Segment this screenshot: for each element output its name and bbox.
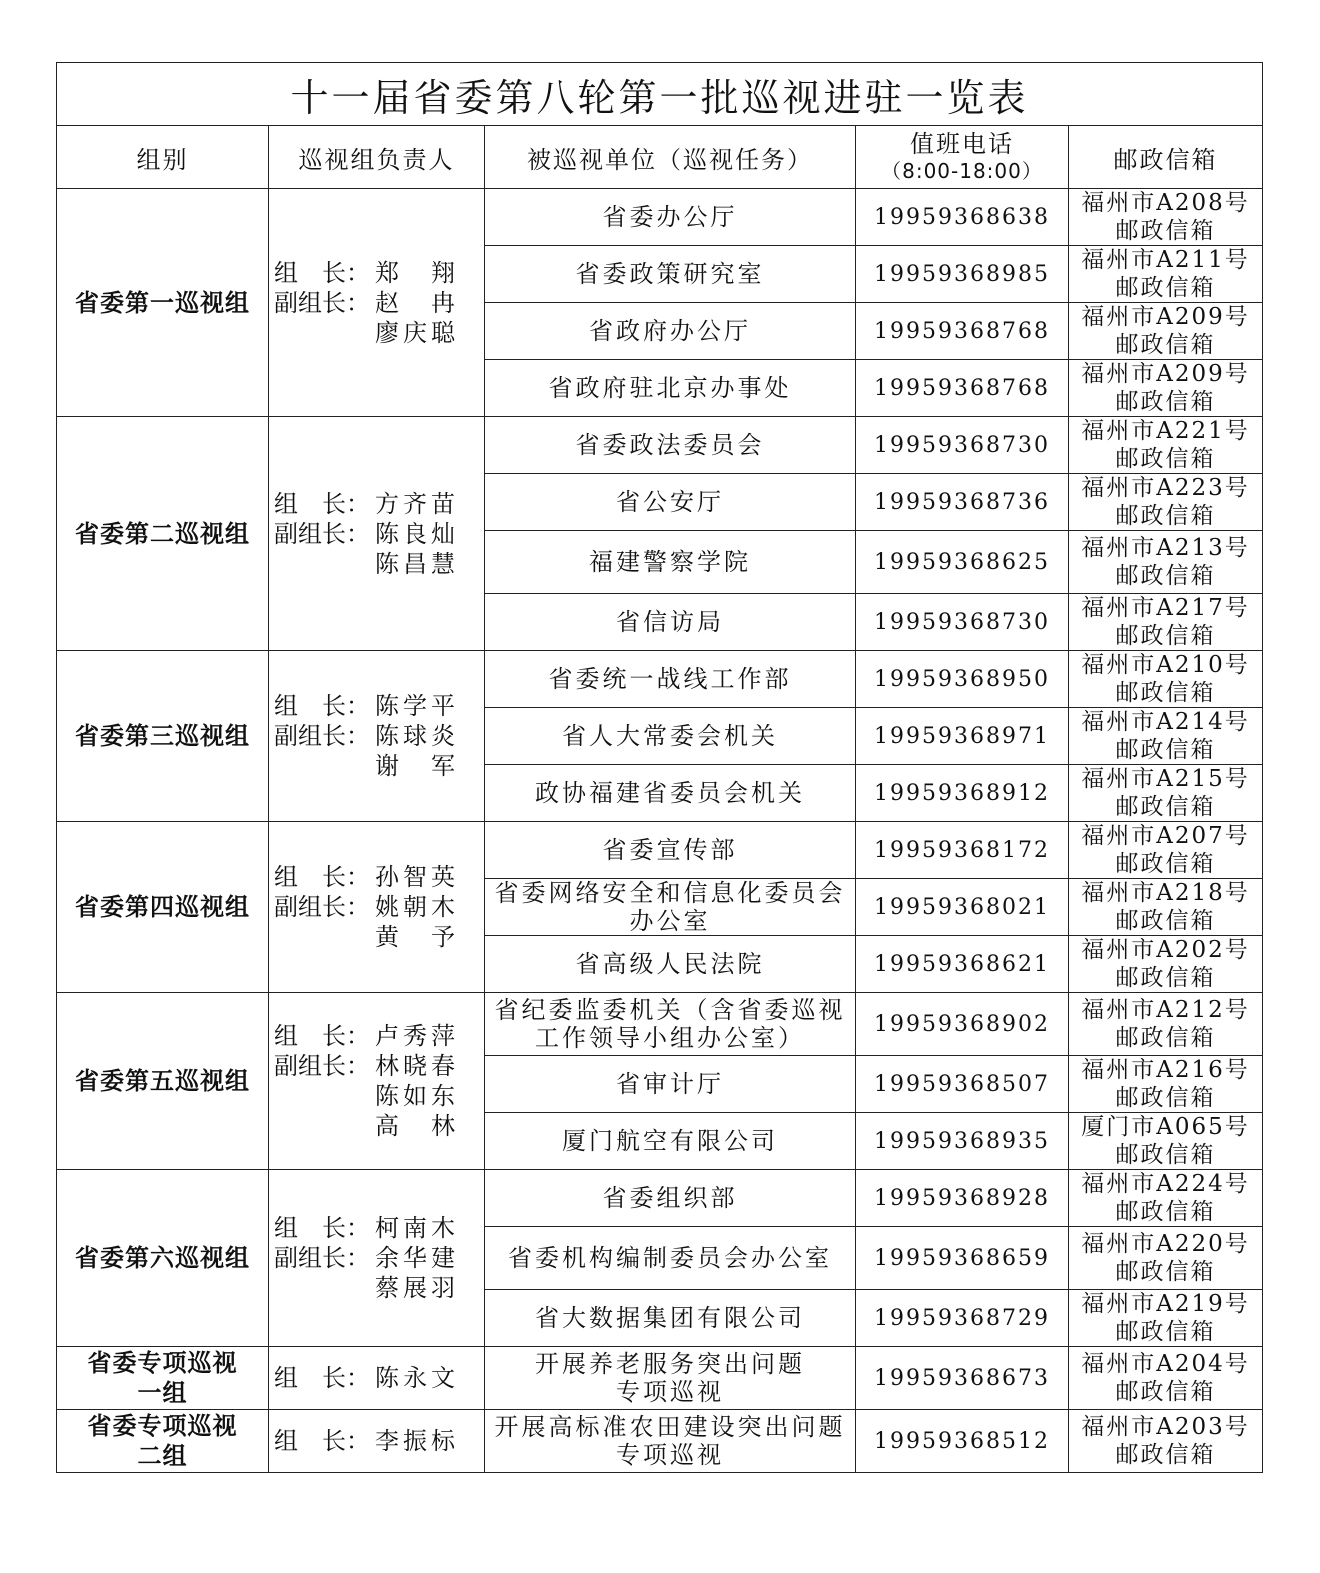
duty-phone: 19959368621 xyxy=(856,936,1069,993)
leader-name: 陈球炎 xyxy=(375,722,455,750)
group-name: 省委第一巡视组 xyxy=(57,189,269,417)
mailbox xyxy=(1069,1290,1263,1347)
leader-role: 副组长： xyxy=(274,1052,370,1080)
mailbox xyxy=(1069,1227,1263,1290)
leader-name: 方齐苗 xyxy=(375,489,455,518)
mailbox-line2: 邮政信箱 xyxy=(1115,1259,1216,1285)
duty-phone: 19959368971 xyxy=(856,708,1069,765)
leader-name: 李振标 xyxy=(375,1427,455,1455)
mailbox-line1: 福州市A220号 xyxy=(1081,1231,1250,1257)
leader-row xyxy=(269,721,484,751)
mailbox-line1: 福州市A216号 xyxy=(1081,1057,1250,1083)
duty-phone: 19959368507 xyxy=(856,1056,1069,1113)
duty-phone: 19959368985 xyxy=(856,246,1069,303)
inspected-unit: 福建警察学院 xyxy=(485,531,856,594)
inspected-unit: 省委政策研究室 xyxy=(485,246,856,303)
leader-name: 陈永文 xyxy=(375,1364,455,1392)
header-mailbox: 邮政信箱 xyxy=(1069,126,1263,189)
mailbox-line2: 邮政信箱 xyxy=(1115,794,1216,820)
group-leaders xyxy=(269,417,485,651)
mailbox-line1: 福州市A219号 xyxy=(1081,1291,1250,1317)
mailbox-line2: 邮政信箱 xyxy=(1115,1199,1216,1225)
header-group: 组别 xyxy=(57,126,269,189)
group-leaders xyxy=(269,1347,485,1410)
duty-phone: 19959368730 xyxy=(856,417,1069,474)
inspected-unit: 省政府驻北京办事处 xyxy=(485,360,856,417)
table-body xyxy=(57,189,1263,1473)
table-row xyxy=(57,189,1263,246)
group-leaders xyxy=(269,651,485,822)
duty-phone: 19959368912 xyxy=(856,765,1069,822)
mailbox-line2: 邮政信箱 xyxy=(1115,851,1216,877)
leader-row xyxy=(269,862,484,892)
leader-role xyxy=(269,318,375,348)
mailbox-line1: 福州市A203号 xyxy=(1081,1414,1250,1440)
mailbox xyxy=(1069,708,1263,765)
mailbox-line1: 厦门市A065号 xyxy=(1081,1114,1250,1140)
group-leaders xyxy=(269,189,485,417)
leader-row xyxy=(269,892,484,922)
leader-row xyxy=(269,549,484,579)
mailbox-line2: 邮政信箱 xyxy=(1115,1319,1216,1345)
inspected-unit: 省审计厅 xyxy=(485,1056,856,1113)
duty-phone: 19959368638 xyxy=(856,189,1069,246)
patrol-table xyxy=(56,62,1263,1473)
mailbox-line2: 邮政信箱 xyxy=(1115,623,1216,649)
table-row xyxy=(57,1410,1263,1473)
duty-phone: 19959368902 xyxy=(856,993,1069,1056)
mailbox xyxy=(1069,822,1263,879)
inspected-unit: 省委机构编制委员会办公室 xyxy=(485,1227,856,1290)
mailbox xyxy=(1069,879,1263,936)
duty-phone: 19959368950 xyxy=(856,651,1069,708)
mailbox xyxy=(1069,474,1263,531)
leader-row xyxy=(269,751,484,781)
mailbox-line2: 邮政信箱 xyxy=(1115,908,1216,934)
leader-row xyxy=(269,1243,484,1273)
group-name xyxy=(57,1347,269,1410)
mailbox-line2: 邮政信箱 xyxy=(1115,1379,1216,1405)
mailbox-line1: 福州市A211号 xyxy=(1081,247,1250,273)
header-phone xyxy=(856,126,1069,189)
leader-role: 组 长： xyxy=(274,258,370,287)
table-row xyxy=(57,822,1263,879)
leader-name: 柯南木 xyxy=(375,1214,455,1242)
inspected-unit: 政协福建省委员会机关 xyxy=(485,765,856,822)
leader-name: 高 林 xyxy=(375,1112,455,1140)
header-row xyxy=(57,126,1263,189)
group-name-line: 一组 xyxy=(137,1379,188,1407)
leader-name: 陈昌慧 xyxy=(375,549,455,578)
leader-name: 陈学平 xyxy=(375,692,455,720)
inspected-unit: 省委政法委员会 xyxy=(485,417,856,474)
mailbox xyxy=(1069,246,1263,303)
leader-row xyxy=(269,258,484,288)
inspected-unit: 厦门航空有限公司 xyxy=(485,1113,856,1170)
leader-name: 余华建 xyxy=(375,1244,455,1272)
leader-name: 姚朝木 xyxy=(375,893,455,921)
inspected-unit: 省大数据集团有限公司 xyxy=(485,1290,856,1347)
leader-role xyxy=(269,1273,375,1303)
mailbox-line2: 邮政信箱 xyxy=(1115,275,1216,301)
group-name-line: 省委专项巡视 xyxy=(87,1349,238,1377)
mailbox-line2: 邮政信箱 xyxy=(1115,563,1216,589)
inspected-unit: 省政府办公厅 xyxy=(485,303,856,360)
leader-name: 赵 冉 xyxy=(375,288,455,317)
duty-phone: 19959368935 xyxy=(856,1113,1069,1170)
inspected-unit: 省委网络安全和信息化委员会办公室 xyxy=(485,879,856,936)
leader-name: 谢 军 xyxy=(375,752,455,780)
duty-phone: 19959368625 xyxy=(856,531,1069,594)
leader-role: 副组长： xyxy=(274,519,370,548)
mailbox-line1: 福州市A210号 xyxy=(1081,652,1250,678)
inspected-unit: 省信访局 xyxy=(485,594,856,651)
mailbox xyxy=(1069,303,1263,360)
leader-role: 组 长： xyxy=(274,863,370,891)
leader-row xyxy=(269,1363,484,1393)
group-name: 省委第六巡视组 xyxy=(57,1170,269,1347)
leader-role xyxy=(269,549,375,579)
mailbox-line2: 邮政信箱 xyxy=(1115,1142,1216,1168)
table-row xyxy=(57,1170,1263,1227)
leader-name: 廖庆聪 xyxy=(375,318,455,347)
mailbox-line2: 邮政信箱 xyxy=(1115,1442,1216,1468)
leader-role: 组 长： xyxy=(274,489,370,518)
leader-row xyxy=(269,1426,484,1456)
mailbox-line2: 邮政信箱 xyxy=(1115,737,1216,763)
duty-phone: 19959368172 xyxy=(856,822,1069,879)
leader-name: 黄 予 xyxy=(375,923,455,951)
mailbox-line1: 福州市A212号 xyxy=(1081,997,1250,1023)
header-leaders: 巡视组负责人 xyxy=(269,126,485,189)
inspected-unit xyxy=(485,993,856,1056)
leader-row xyxy=(269,1213,484,1243)
inspected-unit: 省委统一战线工作部 xyxy=(485,651,856,708)
duty-phone: 19959368730 xyxy=(856,594,1069,651)
leader-row xyxy=(269,691,484,721)
leader-role xyxy=(269,1081,375,1111)
leader-role: 副组长： xyxy=(274,288,370,317)
inspected-unit xyxy=(485,1347,856,1410)
mailbox xyxy=(1069,594,1263,651)
mailbox xyxy=(1069,765,1263,822)
leader-role: 组 长： xyxy=(274,1214,370,1242)
mailbox xyxy=(1069,1056,1263,1113)
group-name-line: 省委专项巡视 xyxy=(87,1412,238,1440)
mailbox xyxy=(1069,1347,1263,1410)
duty-phone: 19959368928 xyxy=(856,1170,1069,1227)
leader-role xyxy=(269,922,375,952)
table-title: 十一届省委第八轮第一批巡视进驻一览表 xyxy=(57,63,1263,126)
header-phone-title: 值班电话 xyxy=(910,130,1014,158)
mailbox-line2: 邮政信箱 xyxy=(1115,680,1216,706)
table-row xyxy=(57,1347,1263,1410)
mailbox xyxy=(1069,936,1263,993)
leader-name: 蔡展羽 xyxy=(375,1274,455,1302)
leader-row xyxy=(269,1081,484,1111)
leader-name: 陈如东 xyxy=(375,1082,455,1110)
leader-row xyxy=(269,318,484,348)
mailbox xyxy=(1069,651,1263,708)
mailbox-line2: 邮政信箱 xyxy=(1115,1085,1216,1111)
inspected-unit: 省公安厅 xyxy=(485,474,856,531)
mailbox-line1: 福州市A223号 xyxy=(1081,475,1250,501)
mailbox-line2: 邮政信箱 xyxy=(1115,389,1216,415)
mailbox-line1: 福州市A204号 xyxy=(1081,1351,1250,1377)
group-leaders xyxy=(269,822,485,993)
mailbox xyxy=(1069,1113,1263,1170)
duty-phone: 19959368512 xyxy=(856,1410,1069,1473)
leader-role: 组 长： xyxy=(274,1022,370,1050)
leader-name: 林晓春 xyxy=(375,1052,455,1080)
leader-row xyxy=(269,1021,484,1051)
mailbox-line2: 邮政信箱 xyxy=(1115,446,1216,472)
duty-phone: 19959368673 xyxy=(856,1347,1069,1410)
leader-role xyxy=(269,1111,375,1141)
leader-role: 组 长： xyxy=(274,1427,370,1455)
mailbox-line1: 福州市A224号 xyxy=(1081,1171,1250,1197)
group-leaders xyxy=(269,1410,485,1473)
leader-row xyxy=(269,1273,484,1303)
leader-row xyxy=(269,1051,484,1081)
duty-phone: 19959368768 xyxy=(856,303,1069,360)
group-leaders xyxy=(269,1170,485,1347)
duty-phone: 19959368736 xyxy=(856,474,1069,531)
leader-name: 孙智英 xyxy=(375,863,455,891)
unit-line: 工作领导小组办公室） xyxy=(535,1024,805,1052)
leader-role: 组 长： xyxy=(274,1364,370,1392)
inspected-unit: 省委组织部 xyxy=(485,1170,856,1227)
inspected-unit xyxy=(485,1410,856,1473)
mailbox-line2: 邮政信箱 xyxy=(1115,332,1216,358)
duty-phone: 19959368021 xyxy=(856,879,1069,936)
mailbox-line1: 福州市A218号 xyxy=(1081,880,1250,906)
mailbox-line1: 福州市A217号 xyxy=(1081,595,1250,621)
leader-row xyxy=(269,1111,484,1141)
mailbox-line1: 福州市A215号 xyxy=(1081,766,1250,792)
duty-phone: 19959368768 xyxy=(856,360,1069,417)
leader-name: 郑 翔 xyxy=(375,258,455,287)
leader-name: 陈良灿 xyxy=(375,519,455,548)
leader-role: 副组长： xyxy=(274,1244,370,1272)
leader-role: 副组长： xyxy=(274,722,370,750)
mailbox-line2: 邮政信箱 xyxy=(1115,503,1216,529)
mailbox xyxy=(1069,1170,1263,1227)
leader-role: 组 长： xyxy=(274,692,370,720)
mailbox xyxy=(1069,531,1263,594)
mailbox xyxy=(1069,360,1263,417)
leader-row xyxy=(269,489,484,519)
mailbox-line1: 福州市A209号 xyxy=(1081,361,1250,387)
inspected-unit: 省委办公厅 xyxy=(485,189,856,246)
duty-phone: 19959368659 xyxy=(856,1227,1069,1290)
mailbox xyxy=(1069,1410,1263,1473)
unit-line: 省纪委监委机关（含省委巡视 xyxy=(494,996,846,1024)
mailbox-line1: 福州市A214号 xyxy=(1081,709,1250,735)
group-leaders xyxy=(269,993,485,1170)
table-row xyxy=(57,417,1263,474)
mailbox-line1: 福州市A208号 xyxy=(1081,190,1250,216)
inspected-unit: 省高级人民法院 xyxy=(485,936,856,993)
mailbox-line2: 邮政信箱 xyxy=(1115,965,1216,991)
group-name: 省委第三巡视组 xyxy=(57,651,269,822)
leader-row xyxy=(269,519,484,549)
leader-role: 副组长： xyxy=(274,893,370,921)
mailbox-line1: 福州市A221号 xyxy=(1081,418,1250,444)
leader-row xyxy=(269,922,484,952)
duty-phone: 19959368729 xyxy=(856,1290,1069,1347)
unit-line: 开展养老服务突出问题 xyxy=(535,1350,805,1378)
table-row xyxy=(57,651,1263,708)
mailbox-line1: 福州市A202号 xyxy=(1081,937,1250,963)
leader-row xyxy=(269,288,484,318)
header-unit: 被巡视单位（巡视任务） xyxy=(485,126,856,189)
mailbox xyxy=(1069,993,1263,1056)
mailbox-line1: 福州市A209号 xyxy=(1081,304,1250,330)
unit-line: 专项巡视 xyxy=(616,1378,724,1406)
mailbox-line1: 福州市A213号 xyxy=(1081,535,1250,561)
inspected-unit: 省人大常委会机关 xyxy=(485,708,856,765)
group-name: 省委第五巡视组 xyxy=(57,993,269,1170)
unit-line: 开展高标准农田建设突出问题 xyxy=(494,1413,846,1441)
mailbox xyxy=(1069,417,1263,474)
mailbox xyxy=(1069,189,1263,246)
leader-name: 卢秀萍 xyxy=(375,1022,455,1050)
table-row xyxy=(57,993,1263,1056)
group-name-line: 二组 xyxy=(137,1442,188,1470)
inspected-unit: 省委宣传部 xyxy=(485,822,856,879)
group-name: 省委第二巡视组 xyxy=(57,417,269,651)
group-name: 省委第四巡视组 xyxy=(57,822,269,993)
mailbox-line2: 邮政信箱 xyxy=(1115,1025,1216,1051)
mailbox-line2: 邮政信箱 xyxy=(1115,218,1216,244)
leader-role xyxy=(269,751,375,781)
group-name xyxy=(57,1410,269,1473)
unit-line: 专项巡视 xyxy=(616,1441,724,1469)
mailbox-line1: 福州市A207号 xyxy=(1081,823,1250,849)
header-phone-hours: （8:00-18:00） xyxy=(881,159,1043,183)
